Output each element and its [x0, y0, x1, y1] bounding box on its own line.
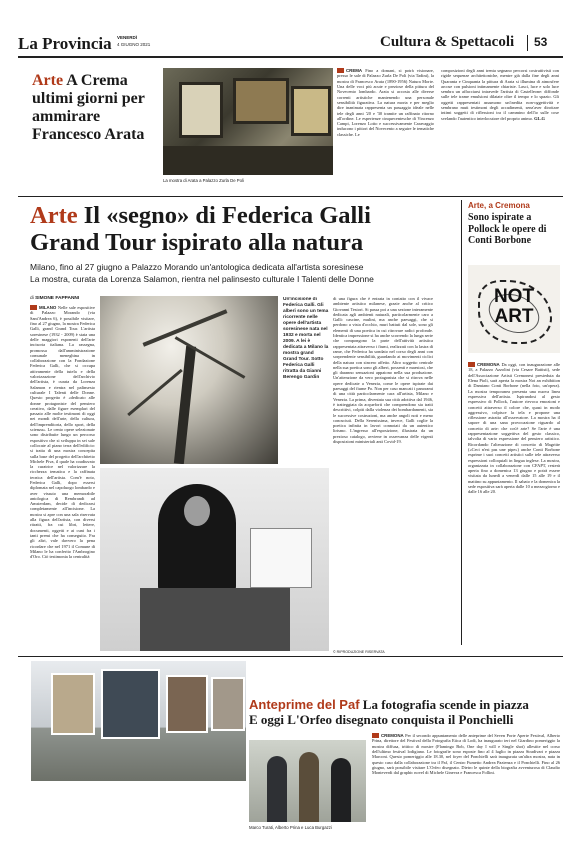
section-title: Cultura & Spettacoli	[380, 34, 515, 50]
story2-footer-note: © RIPRODUZIONE RISERVATA	[333, 650, 385, 654]
story2-subhead-1: Milano, fino al 27 giugno a Palazzo Morando un'antologica dedicata all'artista soresinese	[30, 262, 364, 272]
story3-body: Per il secondo appuntamento delle anteprime del Seven Porte Aperte Festival, Alberto Prina, direttore del Festival della Fotografia Etica di Lodi, ha inaugurato ieri nel Giardino pomeriggio la mostra diffusa, trittico di mostre (Flamingo Bob, One day I will e Single shot) allestite nel corso dell'ultimo festival lodigiano. Le fotografie sono esposte fino al 4 luglio in piazza Stradivari e piazza Marconi. Questo pomeriggio alle 18.30, nel foyer del Ponchielli sarà inaugurata un'altra mostra, nata in questo caso dalla collaborazione tra il Paf, il Centro Fumetto Andrea Pazienza e il Ponchielli. Fino al 26 giugno, sarà possibile visitare L'Orfeo disegnato. Dietro le quinte della biografia avventurosa di Claudio Monteverdi dal graphic novel di Michele Ginevra e Francesca Follini.	[372, 733, 560, 776]
photo-floor	[163, 146, 333, 175]
story2-bottom-rule	[18, 656, 563, 657]
sidebar-headline: Sono ispirate a Pollock le opere di Conti Borbone	[468, 212, 547, 246]
story2-headline	[30, 202, 460, 256]
photo-panel	[101, 669, 160, 739]
photo-frame	[179, 82, 223, 138]
page-number-divider	[527, 35, 528, 51]
newspaper-logo: La Provincia	[18, 34, 112, 53]
story2-column-3	[333, 296, 433, 646]
story1-body-1: Fino a domani, si potrà visionare, presso le sale di Palazzo Zurla De Poli (via Tadini), la mostra di Francesco Arata (1890-1956) Natura Morte. Una delle voci più acute e preziose della pittura del Novecento lombardo. Arata si accosta alle diverse correnti artistiche mantenendo una personale sensibilità figurativa. La natura morta e per meglio dire inanimata rappresenta un passaggio ideale nelle tele degli anni '20 e '30 tramite un raffinato ritorno all'ordine. Le esperienze cinquecentesche di Vincenzo Campi, Lorenzo Lotto e successivamente Caravaggio inducono i pittori del Novecento a seguire le tematiche classiche. Le	[337, 68, 434, 137]
story2-column-1	[30, 305, 95, 650]
story1-column-2	[441, 68, 559, 191]
masthead	[0, 0, 580, 54]
story3-people-photo	[249, 740, 366, 822]
story1-body-2: composizioni degli anni trenta segnano percorsi costruttivisti con rigide sequenze architettoniche, mentre già dalla fine degli anni Quaranta e Cinquanta la pittura di Arata si illumina di atmosfere arcose con pulsioni intimamente chiariste. Lasci, luce e solo luce sembra un affacciarsi intravede l'artista di Castelleone: diffonde sulle tele trame emulsioni dilatate oltre il tempo e lo spazio. Gli oggetti rappresentati assumono un'inedita non-oggettività e sembrano muti testimoni degli accadimenti, senz'aver dirottare intimi soggetti di riflessioni tra il cammino dell'io sulle cose svelando l'autentico interlocutore del proprio animo.	[441, 68, 559, 121]
story2-headline-line1: Il «segno» di Federica Galli	[83, 202, 371, 229]
artwork-text: NOT ART	[493, 286, 535, 327]
story1-photo	[163, 68, 333, 175]
story1-tag: Arte	[32, 72, 64, 89]
story3-tag: Anteprime del Paf	[249, 697, 360, 712]
story1-bottom-rule	[18, 196, 563, 197]
story1-dateline: CREMA	[346, 68, 363, 73]
portrait-face	[184, 496, 210, 526]
person-figure	[299, 752, 319, 822]
sidebar-body: Da oggi, con inaugurazione alle 18, a Palazzo Azzolini (via Cesare Battisti), sede dell'Associazione Artisti Cremonesi presieduta da Elena Pioli, sarà aperta la mostra Not an exhibition di Damiano Conti Borbone (nella foto, un'opera). La mostra temporanea presenta una nuova linea espressiva dell'artista. Ispirandosi al gesto espressivo di Pollock, l'autore rievoca emozioni e concetti attraverso il colore che, quasi in modo aggressivo, colpisce la tela e propone una riflessione astratta all'osservatore. La mostra ha il sapore di una sana provocazione riguardo al concetto di arte: che cos'è arte? Se l'arte è una rappresentazione soggettiva del gesto classico, talvolta di vario espressione del pensiero artistico. Ricordando l'alterazione di concetto di Magritte («Ceci n'est pas une pipe») anche Conti Borbone esprime i suoi concetti artistici sulle tele attraverso espressioni colloquiali in lingua inglese. La mostra, organizzata in collaborazione con CFAPT, resterà aperta fino a domenica 13 giugno e potrà essere visitata da lunedì a venerdì dalle 15 alle 19 e il mattino su appuntamento. Il sabato e la domenica la sede espositiva sarà aperta dalle 10 a mezzogiorno e dalle 16 alle 20.	[468, 362, 560, 495]
tree-branch	[127, 369, 183, 416]
story3-dateline: CREMONA	[381, 733, 404, 738]
story1-signature: GL.G	[534, 115, 545, 121]
byline-prefix: di	[30, 296, 34, 301]
sidebar-dateline: CREMONA	[477, 362, 500, 367]
story2-body-3: di una figura che è entrata in contatto con il vivace ambiente artistico milanese, grazie anche al critico Giovanni Testori. Si passa poi a una sezione interamente dedicata agli ambienti naturali, particolarmente caro a Galli: cascine, mulini, ma anche paesaggi, che si perdono a vista d'occhio, muri battuti dal sole, sono gli elementi di una poetica in cui ritrovare radici profonde. Identica impressione si ha anche scorrendo la lunga serie che compongono la parte dell'attività artistica rappresentata attraverso i fiumi, realizzati con la lastra di rame, che Federica ha sondato nel corso degli anni con sorprendente sensibilità, guardando ai movimenti ciclici della natura con sincero affetto. Altro soggetto centrale nella sua poetica sono gli alberi, possenti e maestosi, che gli daranno sensazioni appaiono nella sua produzione. Un'attenzione da vero protagonista che si ritrova nelle opere dedicate a Venezia, come le opere ispirate dai paesaggi del fiume Po. Non per caso mancati i panorami di una città particolarmente cara all'artista, Milano e Venezia. La prima, diventata sua città adottiva dal 1946, è tratteggiata da acqueforti che comprendono sia tratti descrittivi, colpiti dalla violenza dei bombardamenti, sia le successive costruzioni, ma anche angoli noti e meno conosciuti. Della Serenissima, invece, Galli coglie la poetica infinita in lavori connotati da un autentico lirismo. L'ingresso all'esposizione, illustrata da un prezioso catalogo, avviene in osservanza delle vigenti disposizioni ministeriali anti Covid-19.	[333, 296, 433, 445]
story2-etching-photo	[100, 296, 278, 464]
masthead-rule	[18, 56, 563, 58]
story2-subhead-2: La mostra, curata da Lorenza Salamon, rientra nel palinsesto culturale I Talenti delle Donne	[30, 274, 374, 284]
photo-frame	[291, 86, 331, 136]
sidebar-divider	[461, 200, 462, 645]
story1-column-1	[337, 68, 434, 191]
portrait-print	[250, 528, 312, 588]
page-number: 53	[534, 35, 548, 49]
issue-weekday: VENERDÌ	[117, 35, 138, 40]
story2-headline-line2: Grand Tour ispirato alla natura	[30, 229, 364, 256]
story2-byline	[30, 296, 79, 301]
photo-frame	[233, 78, 289, 124]
photo-panel	[211, 677, 245, 731]
story2-tag: Arte	[30, 202, 78, 229]
sidebar-tag: Arte, a Cremona	[468, 201, 530, 210]
story3-photo-caption: Marco Turati, Alberto Prina e Luca Burgazzi	[249, 825, 332, 830]
portrait-table	[140, 588, 290, 651]
story3-column	[372, 733, 560, 829]
photo-panel	[51, 673, 95, 735]
story2-portrait-photo	[100, 468, 329, 651]
person-figure	[331, 758, 351, 822]
story3-headline-line2: E oggi L'Orfeo disegnato conquista il Ponchielli	[249, 712, 514, 727]
photo-panel	[166, 675, 208, 733]
tree-trunk	[174, 346, 196, 464]
story2-photo-caption: Un'incisione di Federica Galli. Gli alberi sono un tema ricorrente nelle opere dell'artista soresinese nata nel 1932 e morta nel 2009. A lei è dedicata a Milano la mostra grand Grand Tour. Sotto Federica Galli ritratta da Gianni Berengo Gardin	[283, 297, 329, 380]
story1-headline-text: A Crema ultimi giorni per ammirare Francesco Arata	[32, 72, 145, 143]
sidebar-column	[468, 362, 560, 647]
story3-headline	[249, 697, 569, 727]
story1-photo-caption: La mostra di Arata a Palazzo Zurla De Poli	[163, 178, 244, 183]
story2-body-1: Nelle sale espositive di Palazzo Morando (via Sant'Andrea 6), è possibile visitare, fino al 27 giugno, la mostra Federica Galli, grand Grand Tour. L'artista soresinese (1932 - 2009) è stata una delle maggiori esponenti dell'arte incisoria italiana. La rassegna, promossa dall'amministrazione comunale meneghina in collaborazione con la Fondazione Federica Galli, che si occupa attivamente della tutela e della valorizzazione dell'archivio dell'artista, è curata da Lorenza Salamon e rientra nel palinsesto culturale I Talenti delle Donne. Questo progetto è «dedicato alle donne protagoniste del pensiero creativo, dalle figure esemplari del passato alle molte testimoni di oggi nei mondi dell'arte, della cultura, dell'imprenditoria, dello sport, della scienza». Le cento opere selezionate sono distribuite lungo un percorso espositivo che si sviluppa in sei sale collocate al piano terra dell'edificio: si tratta di una mostra concepita sulla base del progetto dell'architetto Michele Piva, il quale ha coadiuvato la curatrice nel valorizzare la ricchezza tematica e la raffinata tecnica dell'artista. Com'è noto, Federica Galli, dopo essersi diplomata nel capoluogo lombardo e aver vissuto una memorabile antologica di Rembrandt ad Amsterdam, decide di dedicarsi completamente all'incisione. La mostra si apre con una sala riservata alla figura dell'artista, con diversi ritratti, fra cui libri, lettere, documenti, oggetti e ai cuni fra i tanti premi che ha conseguito. Fra gli altri, vale davvero la pena ricordare che nel 1971 il Comune di Milano le ha conferito l'Ambrogino d'Oro. Ciò testimonia la centralità	[30, 305, 95, 560]
story2-dateline: MILANO	[39, 305, 57, 310]
story1-headline	[32, 72, 160, 144]
story3-headline-line1: La fotografia scende in piazza	[362, 697, 529, 712]
byline-author: SIMONE FAPPANNI	[35, 296, 80, 301]
story3-exhibition-photo	[31, 661, 246, 781]
person-figure	[267, 756, 287, 822]
issue-date: 4 GIUGNO 2021	[117, 42, 151, 47]
sidebar-artwork-photo	[468, 265, 560, 353]
